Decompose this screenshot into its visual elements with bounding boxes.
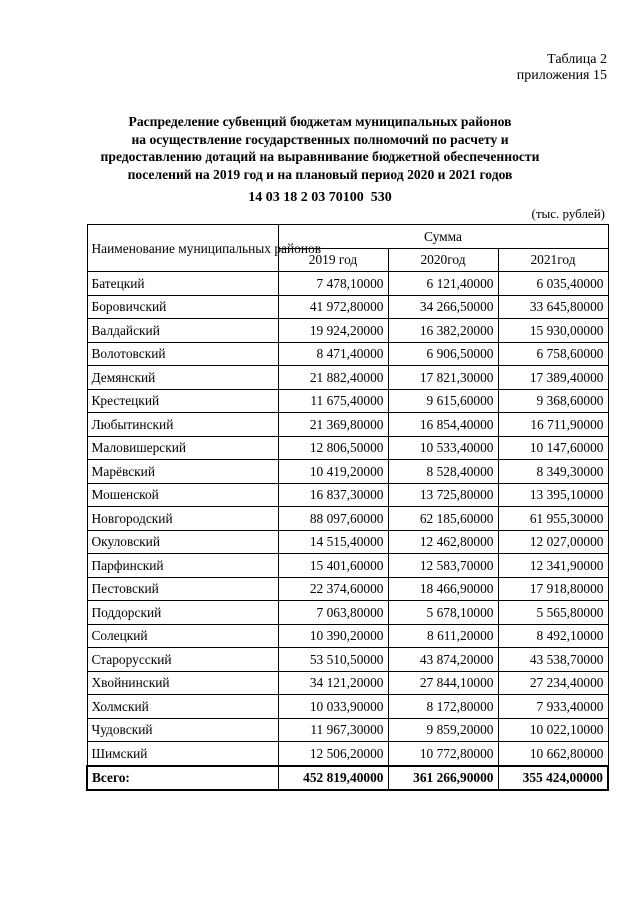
amount-cell-2019: 34 121,20000 xyxy=(278,671,388,695)
amount-cell-2019: 10 419,20000 xyxy=(278,460,388,484)
district-name-cell: Волотовский xyxy=(87,342,278,366)
amount-cell-2020: 10 772,80000 xyxy=(388,742,498,766)
amount-cell-2020: 17 821,30000 xyxy=(388,366,498,390)
district-name-cell: Боровичский xyxy=(87,295,278,319)
table-label: Таблица 2 xyxy=(547,52,607,67)
table-row xyxy=(87,671,608,695)
amount-cell-2019: 7 478,10000 xyxy=(278,272,388,296)
district-name-cell: Марёвский xyxy=(87,460,278,484)
table-row xyxy=(87,413,608,437)
district-name-cell: Маловишерский xyxy=(87,436,278,460)
district-name-cell: Новгородский xyxy=(87,507,278,531)
amount-cell-2019: 21 882,40000 xyxy=(278,366,388,390)
column-header-2021: 2021год xyxy=(498,248,608,272)
amount-cell-2020: 16 854,40000 xyxy=(388,413,498,437)
amount-cell-2019: 15 401,60000 xyxy=(278,554,388,578)
total-amount-cell-2020: 361 266,90000 xyxy=(388,766,498,791)
amount-cell-2020: 62 185,60000 xyxy=(388,507,498,531)
table-row xyxy=(87,342,608,366)
district-name-cell: Поддорский xyxy=(87,601,278,625)
district-name-cell: Крестецкий xyxy=(87,389,278,413)
amount-cell-2019: 21 369,80000 xyxy=(278,413,388,437)
amount-cell-2021: 10 662,80000 xyxy=(498,742,608,766)
amount-cell-2020: 12 462,80000 xyxy=(388,530,498,554)
amount-cell-2020: 12 583,70000 xyxy=(388,554,498,578)
amount-cell-2021: 43 538,70000 xyxy=(498,648,608,672)
amount-cell-2021: 61 955,30000 xyxy=(498,507,608,531)
amount-cell-2021: 17 389,40000 xyxy=(498,366,608,390)
district-name-cell: Пестовский xyxy=(87,577,278,601)
table-row xyxy=(87,389,608,413)
district-name-cell: Любытинский xyxy=(87,413,278,437)
district-name-cell: Чудовский xyxy=(87,718,278,742)
district-name-cell: Валдайский xyxy=(87,319,278,343)
table-header-row xyxy=(87,225,608,249)
column-header-2020: 2020год xyxy=(388,248,498,272)
table-row xyxy=(87,366,608,390)
amount-cell-2021: 10 022,10000 xyxy=(498,718,608,742)
title-line: Распределение субвенций бюджетам муниципальных районов xyxy=(128,114,512,129)
amount-cell-2019: 11 675,40000 xyxy=(278,389,388,413)
table-row xyxy=(87,624,608,648)
total-label-cell: Всего: xyxy=(87,766,278,791)
amount-cell-2020: 13 725,80000 xyxy=(388,483,498,507)
table-row xyxy=(87,554,608,578)
amount-cell-2021: 27 234,40000 xyxy=(498,671,608,695)
table-row xyxy=(87,295,608,319)
amount-cell-2021: 15 930,00000 xyxy=(498,319,608,343)
amount-cell-2019: 12 806,50000 xyxy=(278,436,388,460)
amount-cell-2019: 8 471,40000 xyxy=(278,342,388,366)
amount-cell-2020: 8 611,20000 xyxy=(388,624,498,648)
amount-cell-2019: 10 390,20000 xyxy=(278,624,388,648)
district-name-cell: Солецкий xyxy=(87,624,278,648)
appendix-label: приложения 15 xyxy=(516,68,607,83)
table-row xyxy=(87,577,608,601)
amount-cell-2019: 88 097,60000 xyxy=(278,507,388,531)
district-name-cell: Шимский xyxy=(87,742,278,766)
column-header-sum: Сумма xyxy=(278,225,608,249)
amount-cell-2021: 12 027,00000 xyxy=(498,530,608,554)
table-row xyxy=(87,507,608,531)
amount-cell-2019: 12 506,20000 xyxy=(278,742,388,766)
document-title xyxy=(60,113,580,183)
amount-cell-2021: 6 035,40000 xyxy=(498,272,608,296)
amount-cell-2019: 53 510,50000 xyxy=(278,648,388,672)
title-line: на осуществление государственных полномочий по расчету и xyxy=(131,131,509,147)
amount-cell-2020: 6 121,40000 xyxy=(388,272,498,296)
total-amount-cell-2019: 452 819,40000 xyxy=(278,766,388,791)
table-row xyxy=(87,460,608,484)
amount-cell-2021: 17 918,80000 xyxy=(498,577,608,601)
amount-cell-2021: 10 147,60000 xyxy=(498,436,608,460)
amount-cell-2021: 16 711,90000 xyxy=(498,413,608,437)
amount-cell-2021: 13 395,10000 xyxy=(498,483,608,507)
district-name-cell: Демянский xyxy=(87,366,278,390)
amount-cell-2021: 12 341,90000 xyxy=(498,554,608,578)
table-row xyxy=(87,319,608,343)
column-header-name: Наименование муниципальных районов xyxy=(87,225,278,272)
column-header-2019: 2019 год xyxy=(278,248,388,272)
district-name-cell: Батецкий xyxy=(87,272,278,296)
amount-cell-2021: 6 758,60000 xyxy=(498,342,608,366)
district-name-cell: Старорусский xyxy=(87,648,278,672)
amount-cell-2021: 5 565,80000 xyxy=(498,601,608,625)
amount-cell-2020: 16 382,20000 xyxy=(388,319,498,343)
amount-cell-2019: 10 033,90000 xyxy=(278,695,388,719)
amount-cell-2020: 43 874,20000 xyxy=(388,648,498,672)
district-name-cell: Холмский xyxy=(87,695,278,719)
amount-cell-2021: 8 492,10000 xyxy=(498,624,608,648)
amount-cell-2020: 5 678,10000 xyxy=(388,601,498,625)
district-name-cell: Хвойнинский xyxy=(87,671,278,695)
budget-code: 14 03 18 2 03 70100 530 xyxy=(248,190,392,205)
amount-cell-2020: 34 266,50000 xyxy=(388,295,498,319)
amount-cell-2020: 10 533,40000 xyxy=(388,436,498,460)
amount-cell-2020: 8 528,40000 xyxy=(388,460,498,484)
title-line: поселений на 2019 год и на плановый период 2020 и 2021 годов xyxy=(127,166,513,182)
amount-cell-2021: 8 349,30000 xyxy=(498,460,608,484)
title-line: предоставлению дотаций на выравнивание бюджетной обеспеченности xyxy=(100,149,540,164)
amount-cell-2020: 6 906,50000 xyxy=(388,342,498,366)
amount-cell-2019: 14 515,40000 xyxy=(278,530,388,554)
amount-cell-2019: 7 063,80000 xyxy=(278,601,388,625)
units-label: (тыс. рублей) xyxy=(531,206,605,221)
district-name-cell: Мошенской xyxy=(87,483,278,507)
amount-cell-2021: 33 645,80000 xyxy=(498,295,608,319)
amount-cell-2020: 8 172,80000 xyxy=(388,695,498,719)
amount-cell-2019: 11 967,30000 xyxy=(278,718,388,742)
amount-cell-2019: 41 972,80000 xyxy=(278,295,388,319)
table-row xyxy=(87,272,608,296)
amount-cell-2021: 7 933,40000 xyxy=(498,695,608,719)
subventions-table xyxy=(86,224,609,791)
table-row xyxy=(87,436,608,460)
district-name-cell: Парфинский xyxy=(87,554,278,578)
table-body xyxy=(87,272,608,791)
amount-cell-2020: 27 844,10000 xyxy=(388,671,498,695)
table-total-row xyxy=(87,766,608,791)
amount-cell-2019: 22 374,60000 xyxy=(278,577,388,601)
district-name-cell: Окуловский xyxy=(87,530,278,554)
table-row xyxy=(87,483,608,507)
amount-cell-2020: 18 466,90000 xyxy=(388,577,498,601)
table-row xyxy=(87,718,608,742)
amount-cell-2020: 9 859,20000 xyxy=(388,718,498,742)
table-row xyxy=(87,695,608,719)
amount-cell-2019: 16 837,30000 xyxy=(278,483,388,507)
total-amount-cell-2021: 355 424,00000 xyxy=(498,766,608,791)
amount-cell-2020: 9 615,60000 xyxy=(388,389,498,413)
amount-cell-2019: 19 924,20000 xyxy=(278,319,388,343)
table-reference xyxy=(517,52,607,84)
table-row xyxy=(87,601,608,625)
amount-cell-2021: 9 368,60000 xyxy=(498,389,608,413)
table-row xyxy=(87,742,608,766)
table-row xyxy=(87,530,608,554)
table-row xyxy=(87,648,608,672)
